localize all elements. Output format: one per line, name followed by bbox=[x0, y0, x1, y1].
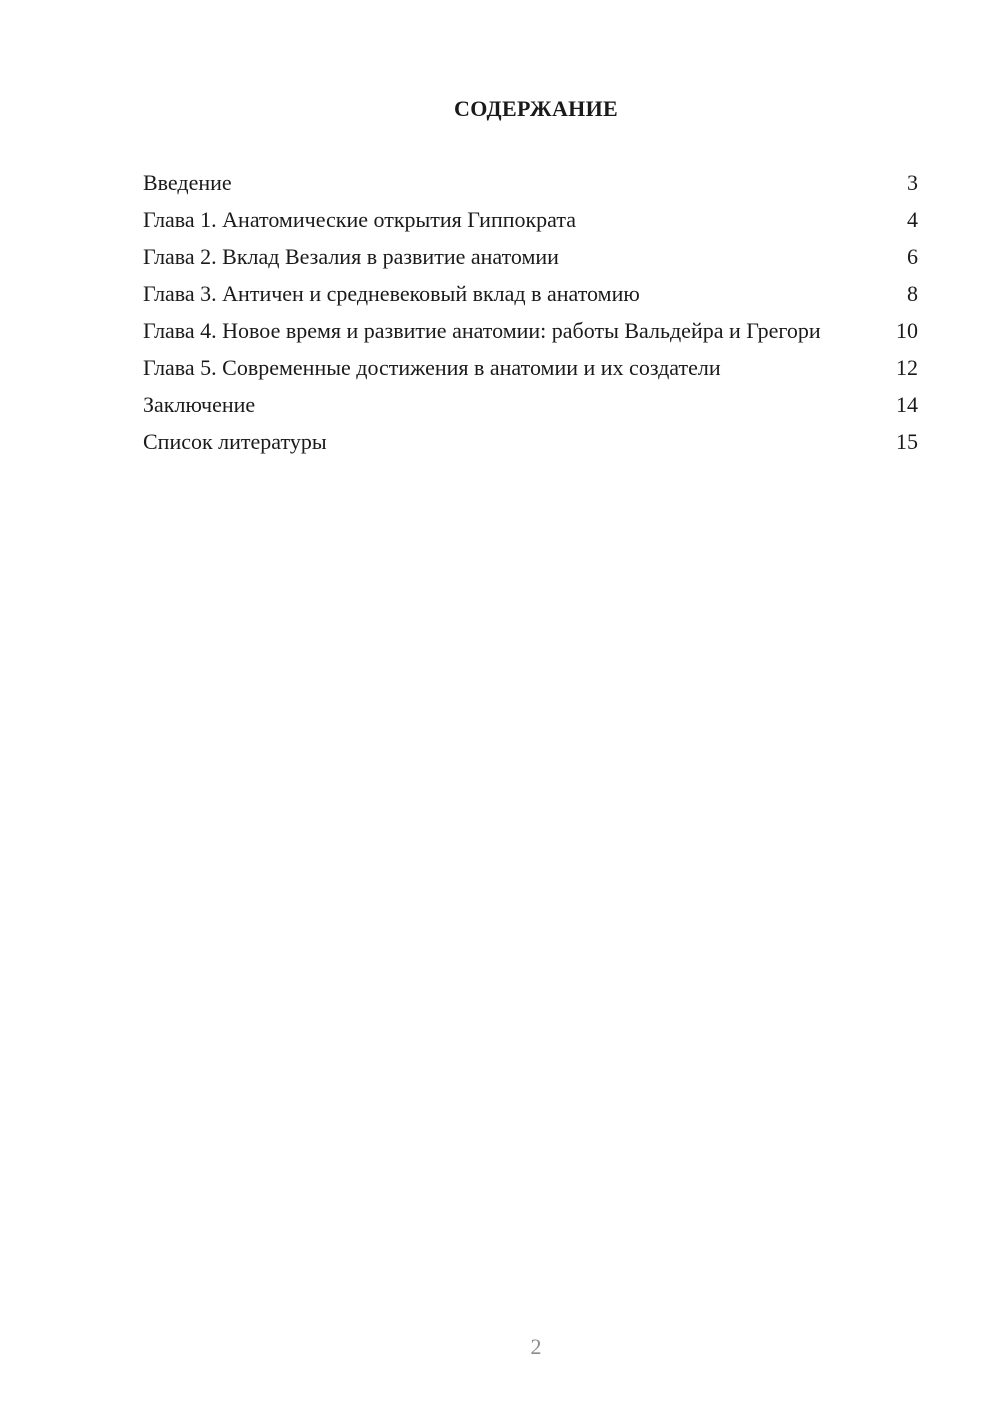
toc-entry-chapter-2 bbox=[143, 244, 918, 270]
table-of-contents bbox=[143, 170, 918, 466]
toc-entry-title: Глава 4. Новое время и развитие анатомии: работы Вальдейра и Грегори bbox=[143, 318, 821, 343]
toc-entry-title: Заключение bbox=[143, 392, 256, 417]
page-title: СОДЕРЖАНИЕ bbox=[454, 96, 618, 121]
toc-entry-page: 12 bbox=[896, 355, 918, 380]
toc-entry-introduction bbox=[143, 170, 918, 196]
toc-entry-page: 3 bbox=[907, 170, 918, 195]
toc-entry-page: 10 bbox=[896, 318, 918, 343]
toc-entry-title: Глава 3. Античен и средневековый вклад в анатомию bbox=[143, 281, 640, 306]
toc-entry-page: 15 bbox=[896, 429, 918, 454]
toc-entry-page: 8 bbox=[907, 281, 918, 306]
toc-entry-page: 14 bbox=[896, 392, 918, 417]
toc-entry-references bbox=[143, 429, 918, 455]
toc-entry-chapter-1 bbox=[143, 207, 918, 233]
toc-entry-title: Список литературы bbox=[143, 429, 327, 454]
toc-entry-page: 6 bbox=[907, 244, 918, 269]
toc-entry-title: Введение bbox=[143, 170, 232, 195]
page-number: 2 bbox=[530, 1334, 542, 1359]
toc-entry-title: Глава 2. Вклад Везалия в развитие анатомии bbox=[143, 244, 559, 269]
toc-entry-conclusion bbox=[143, 392, 918, 418]
toc-entry-chapter-4 bbox=[143, 318, 918, 344]
toc-entry-title: Глава 5. Современные достижения в анатомии и их создатели bbox=[143, 355, 721, 380]
toc-entry-chapter-3 bbox=[143, 281, 918, 307]
toc-entry-chapter-5 bbox=[143, 355, 918, 381]
toc-entry-title: Глава 1. Анатомические открытия Гиппократа bbox=[143, 207, 577, 232]
toc-entry-page: 4 bbox=[907, 207, 918, 232]
